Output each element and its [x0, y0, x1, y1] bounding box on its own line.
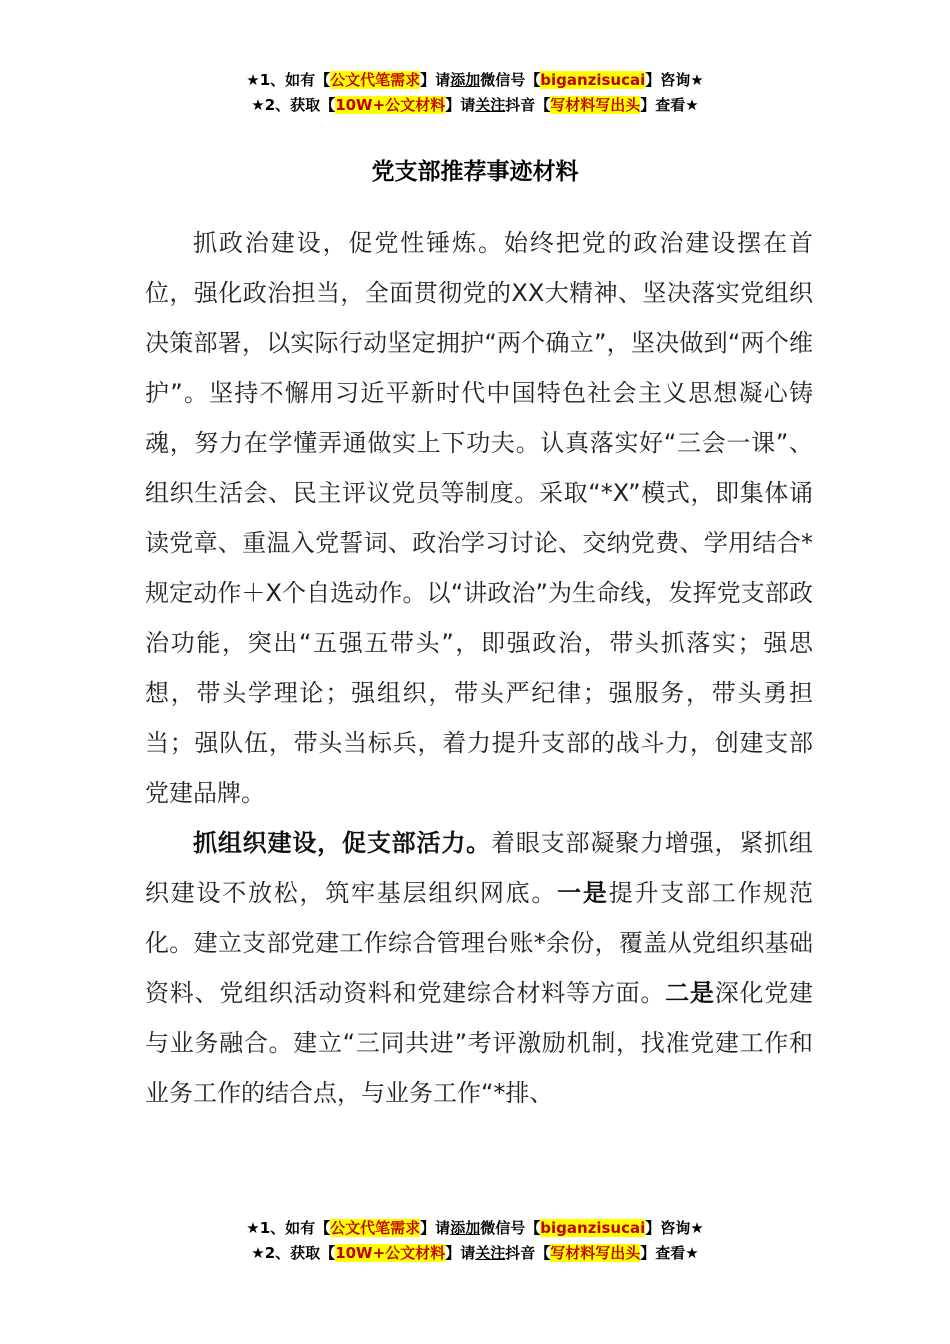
promo-highlight: 写材料写出头: [550, 96, 641, 114]
paragraph-political-construction: 抓政治建设，促党性锤炼。始终把党的政治建设摆在首位，强化政治担当，全面贯彻党的XX大精神、坚决落实党组织决策部署，以实际行动坚定拥护“两个确立”，坚决做到“两个维护”。坚持不懈用习近平新时代中国特色社会主义思想凝心铸魂，努力在学懂弄通做实上下功夫。认真落实好“三会一课”、组织生活会、民主评议党员等制度。采取“*X”模式，即集体诵读党章、重温入党誓词、政治学习讨论、交纳党费、学用结合*规定动作＋X个自选动作。以“讲政治”为生命线，发挥党支部政治功能，突出“五强五带头”，即强政治，带头抓落实；强思想，带头学理论；强组织，带头严纪律；强服务，带头勇担当；强队伍，带头当标兵，着力提升支部的战斗力，创建支部党建品牌。: [145, 229, 813, 807]
promo-text: 】咨询★: [645, 1219, 704, 1237]
promo-text: 】请: [420, 71, 451, 89]
promo-line-1: [0, 1216, 950, 1241]
promo-text: 】查看★: [640, 1244, 699, 1262]
promo-banner-top: [0, 68, 950, 118]
document-title: 党支部推荐事迹材料: [371, 159, 579, 185]
paragraph-text: 深化党建与业务融合。建立“三同共进”考评激励机制，找准党建工作和业务工作的结合点，与业务工作“*排、: [145, 979, 814, 1107]
paragraph-text: 提升支部工作规范化。建立支部党建工作综合管理台账*余份，覆盖从党组织基础资料、党组织活动资料和党建综合材料等方面。: [145, 879, 814, 1007]
list-marker: 二是: [665, 979, 715, 1007]
promo-text: ★1、如有【: [246, 71, 331, 89]
promo-highlight: biganzisucai: [540, 71, 646, 89]
promo-text: 抖音【: [505, 1244, 551, 1262]
promo-text: ★2、获取【: [251, 1244, 336, 1262]
document-body: [145, 218, 813, 1118]
promo-banner-bottom: [0, 1216, 950, 1266]
promo-text: 】查看★: [640, 96, 699, 114]
promo-text: 】请: [420, 1219, 451, 1237]
promo-highlight: 10W+公文材料: [335, 96, 446, 114]
promo-line-1: [0, 68, 950, 93]
promo-highlight: 公文代笔需求: [330, 1219, 421, 1237]
promo-underline: 关注: [475, 96, 506, 114]
promo-text: 】请: [445, 96, 476, 114]
promo-highlight: 公文代笔需求: [330, 71, 421, 89]
promo-text: ★1、如有【: [246, 1219, 331, 1237]
promo-text: 微信号【: [480, 71, 541, 89]
promo-text: ★2、获取【: [251, 96, 336, 114]
promo-text: 抖音【: [505, 96, 551, 114]
promo-text: 】咨询★: [645, 71, 704, 89]
promo-underline: 关注: [475, 1244, 506, 1262]
promo-highlight: 写材料写出头: [550, 1244, 641, 1262]
promo-line-2: [0, 1241, 950, 1266]
promo-line-2: [0, 93, 950, 118]
promo-highlight: biganzisucai: [540, 1219, 646, 1237]
list-marker: 一是: [557, 879, 609, 907]
paragraph-text: 着眼支部凝聚力增强，紧抓组织建设不放松，筑牢基层组织网底。: [145, 829, 813, 907]
promo-text: 微信号【: [480, 1219, 541, 1237]
promo-text: 】请: [445, 1244, 476, 1262]
promo-highlight: 10W+公文材料: [335, 1244, 446, 1262]
paragraph-lead: 抓组织建设，促支部活力。: [193, 829, 491, 857]
promo-underline: 添加: [450, 71, 481, 89]
promo-underline: 添加: [450, 1219, 481, 1237]
paragraph-organization-construction: [145, 818, 813, 1118]
